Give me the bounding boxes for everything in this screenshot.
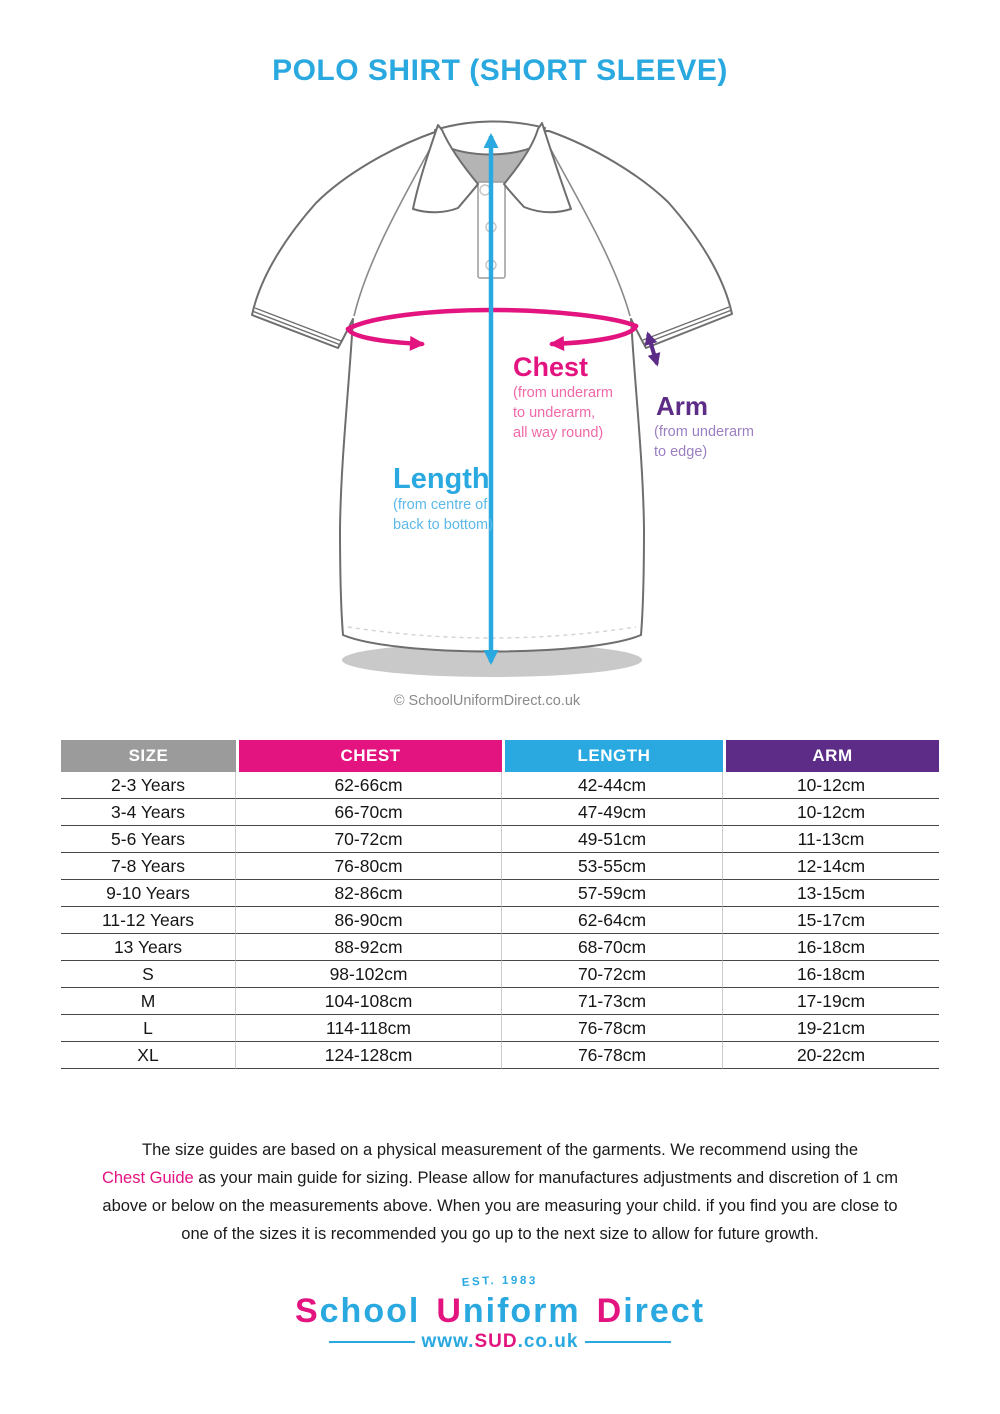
table-cell: S <box>61 961 236 988</box>
logo-letters: niform <box>462 1292 581 1330</box>
length-sub-line: back to bottom) <box>393 517 493 533</box>
table-cell: 82-86cm <box>236 880 502 907</box>
header-arm: ARM <box>723 740 939 772</box>
table-cell: 19-21cm <box>723 1015 939 1042</box>
table-cell: 76-80cm <box>236 853 502 880</box>
table-cell: 5-6 Years <box>61 826 236 853</box>
table-row <box>61 907 939 934</box>
table-row <box>61 934 939 961</box>
table-cell: 47-49cm <box>502 799 723 826</box>
logo-rule-right <box>585 1341 671 1344</box>
table-cell: M <box>61 988 236 1015</box>
table-cell: 88-92cm <box>236 934 502 961</box>
table-cell: 86-90cm <box>236 907 502 934</box>
table-row <box>61 799 939 826</box>
table-row <box>61 880 939 907</box>
chest-label: Chest <box>513 352 589 382</box>
table-cell: 76-78cm <box>502 1015 723 1042</box>
length-sub-line: (from centre of <box>393 497 488 513</box>
table-row <box>61 1015 939 1042</box>
table-cell: 20-22cm <box>723 1042 939 1069</box>
table-cell: 3-4 Years <box>61 799 236 826</box>
table-cell: 124-128cm <box>236 1042 502 1069</box>
table-cell: 66-70cm <box>236 799 502 826</box>
logo-url <box>322 1331 679 1353</box>
table-cell: 10-12cm <box>723 772 939 799</box>
note-line <box>50 1164 950 1192</box>
arm-sub-line: (from underarm <box>654 424 754 440</box>
header-chest: CHEST <box>236 740 502 772</box>
note-line: one of the sizes it is recommended you go up to the next size to allow for future growth. <box>181 1225 819 1243</box>
table-cell: 11-12 Years <box>61 907 236 934</box>
table-cell: 114-118cm <box>236 1015 502 1042</box>
logo-est-text: EST. 1983 <box>461 1274 539 1290</box>
logo-url-www: www. <box>421 1331 475 1352</box>
arm-sub-line: to edge) <box>654 444 708 460</box>
table-cell: 71-73cm <box>502 988 723 1015</box>
note-line: above or below on the measurements above. When you are measuring your child. if you find you are close to <box>102 1197 898 1215</box>
table-cell: 68-70cm <box>502 934 723 961</box>
logo-letters: irect <box>623 1292 706 1330</box>
size-guide-note <box>50 1136 950 1248</box>
table-row <box>61 988 939 1015</box>
arm-label: Arm <box>656 391 709 421</box>
table-cell: 11-13cm <box>723 826 939 853</box>
table-cell: 62-66cm <box>236 772 502 799</box>
page-title: POLO SHIRT (SHORT SLEEVE) <box>272 54 728 87</box>
table-cell: 12-14cm <box>723 853 939 880</box>
diagram-copyright: © SchoolUniformDirect.co.uk <box>393 693 581 709</box>
table-cell: 15-17cm <box>723 907 939 934</box>
table-cell: 13-15cm <box>723 880 939 907</box>
logo-letter: U <box>436 1292 463 1330</box>
table-cell: 42-44cm <box>502 772 723 799</box>
table-row <box>61 961 939 988</box>
table-cell: 98-102cm <box>236 961 502 988</box>
table-cell: 104-108cm <box>236 988 502 1015</box>
table-cell: 62-64cm <box>502 907 723 934</box>
logo-letters: chool <box>319 1292 421 1330</box>
note-line-rest: as your main guide for sizing. Please allow for manufactures adjustments and discretion of 1 cm <box>193 1169 899 1187</box>
brand-logo <box>0 1270 1000 1353</box>
table-cell: 57-59cm <box>502 880 723 907</box>
table-cell: 13 Years <box>61 934 236 961</box>
logo-url-couk: .co.uk <box>517 1331 579 1352</box>
button <box>480 185 490 195</box>
length-label: Length <box>393 463 490 495</box>
size-guide-table <box>61 740 939 1069</box>
size-table-body <box>61 772 939 1069</box>
table-cell: 9-10 Years <box>61 880 236 907</box>
table-cell: 53-55cm <box>502 853 723 880</box>
logo-rule-left <box>329 1341 415 1344</box>
chest-sub-line: all way round) <box>513 425 604 441</box>
table-cell: XL <box>61 1042 236 1069</box>
chest-sub-line: to underarm, <box>513 405 596 421</box>
note-line: The size guides are based on a physical measurement of the garments. We recommend using the <box>142 1141 858 1159</box>
logo-letter: S <box>294 1292 320 1330</box>
logo-url-sud: SUD <box>474 1331 518 1352</box>
table-header-row <box>61 740 939 772</box>
chest-sub-line: (from underarm <box>513 385 613 401</box>
svg-text:EST. 1983 <box>461 1275 538 1289</box>
chest-guide-highlight: Chest Guide <box>101 1169 194 1187</box>
table-cell: 17-19cm <box>723 988 939 1015</box>
header-length: LENGTH <box>502 740 723 772</box>
table-cell: 2-3 Years <box>61 772 236 799</box>
table-cell: 76-78cm <box>502 1042 723 1069</box>
table-row <box>61 826 939 853</box>
table-cell: 10-12cm <box>723 799 939 826</box>
table-cell: 49-51cm <box>502 826 723 853</box>
table-cell: 70-72cm <box>502 961 723 988</box>
table-cell: 7-8 Years <box>61 853 236 880</box>
logo-wordmark <box>295 1293 705 1329</box>
logo-letter: D <box>596 1292 624 1330</box>
polo-shirt-diagram <box>230 108 770 710</box>
table-cell: 70-72cm <box>236 826 502 853</box>
table-row <box>61 1042 939 1069</box>
table-cell: 16-18cm <box>723 961 939 988</box>
header-size: SIZE <box>61 740 236 772</box>
table-cell: 16-18cm <box>723 934 939 961</box>
table-row <box>61 853 939 880</box>
table-cell: L <box>61 1015 236 1042</box>
table-row <box>61 772 939 799</box>
